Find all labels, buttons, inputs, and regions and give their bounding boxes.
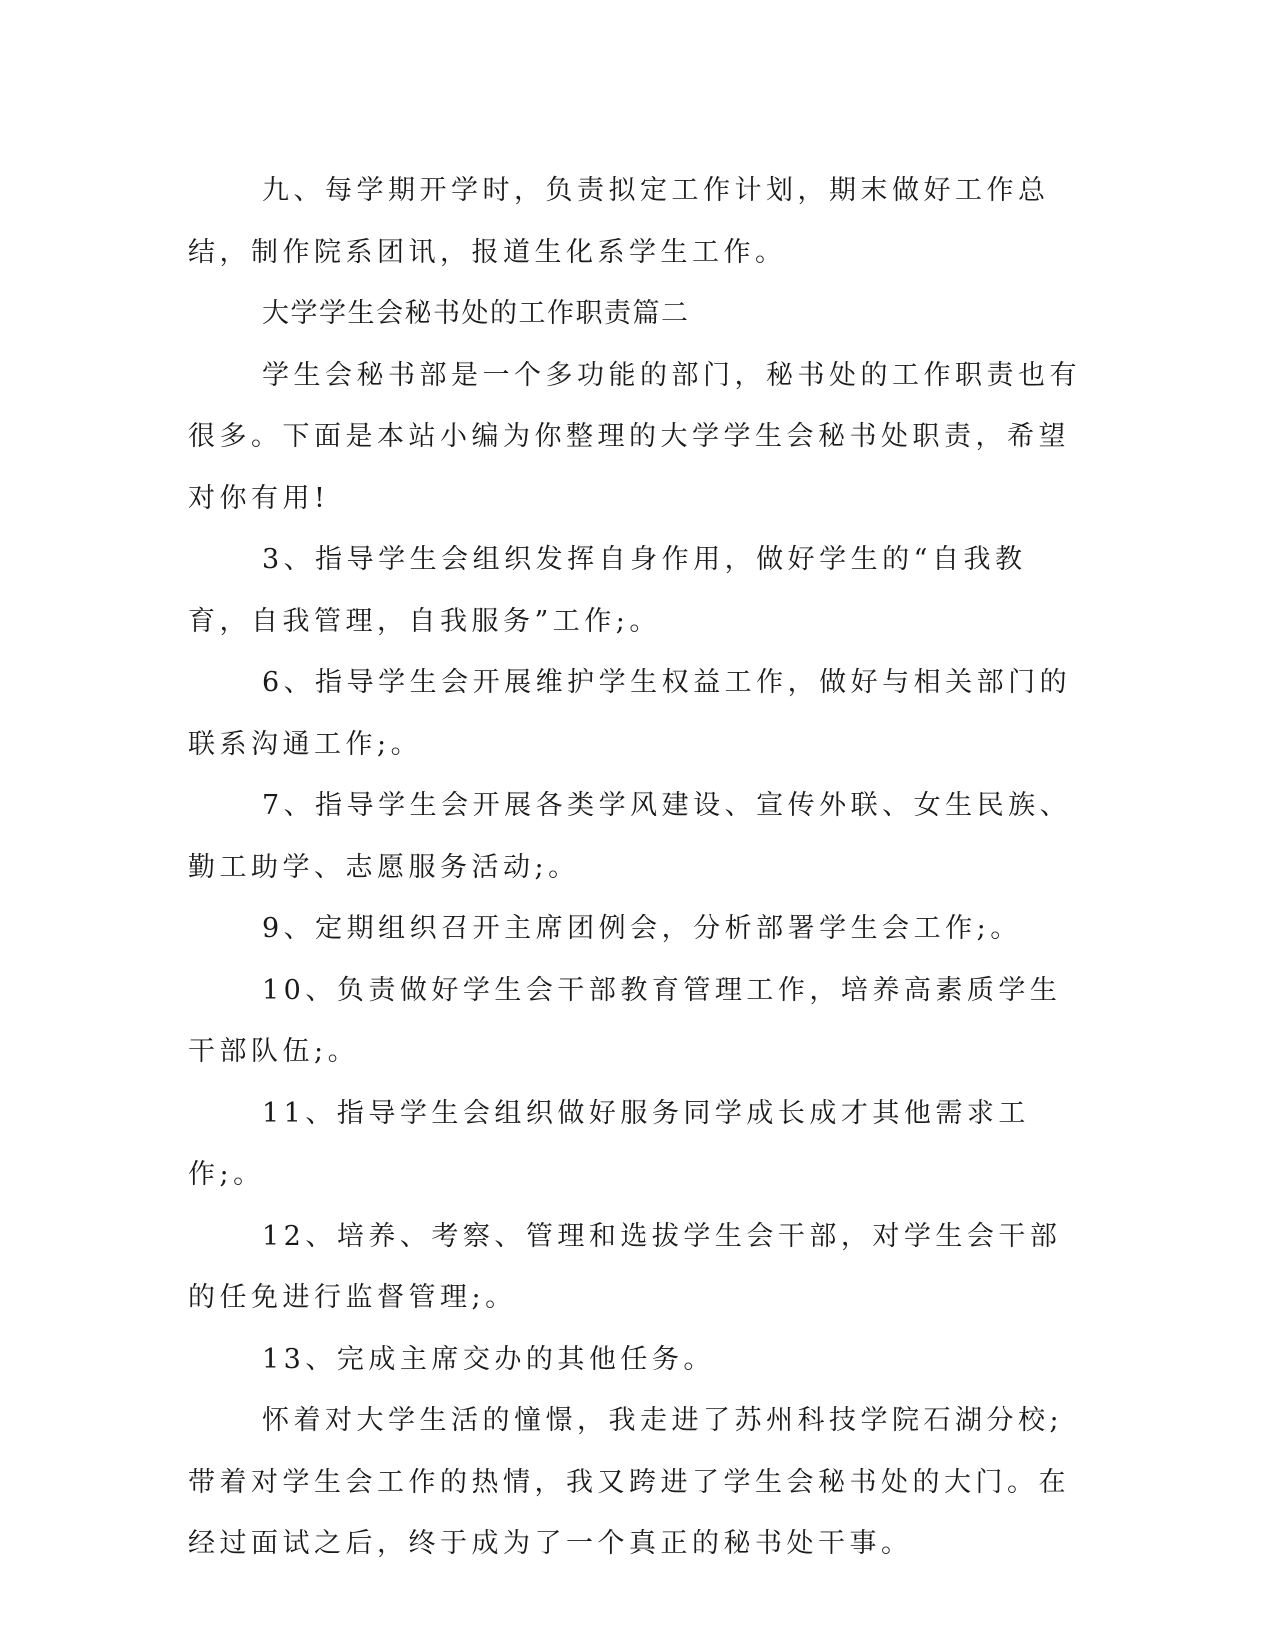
- duty-item-9: 9、定期组织召开主席团例会，分析部署学生会工作;。: [262, 913, 1022, 944]
- duty-item-10: 10、负责做好学生会干部教育管理工作，培养高素质学生干部队伍;。: [188, 974, 1062, 1067]
- intro-paragraph: 学生会秘书部是一个多功能的部门，秘书处的工作职责也有很多。下面是本站小编为你整理的大学学生会秘书处职责，希望对你有用!: [188, 359, 1081, 514]
- duty-item-7: 7、指导学生会开展各类学风建设、宣传外联、女生民族、勤工助学、志愿服务活动;。: [188, 790, 1072, 883]
- duty-item-13: 13、完成主席交办的其他任务。: [262, 1343, 715, 1375]
- duty-item-11: 11、指导学生会组织做好服务同学成长成才其他需求工作;。: [188, 1097, 1030, 1190]
- duty-item-6: 6、指导学生会开展维护学生权益工作，做好与相关部门的联系沟通工作;。: [188, 667, 1072, 760]
- paragraph-item-nine: 九、每学期开学时，负责拟定工作计划，期末做好工作总结，制作院系团讯，报道生化系学生工作。: [188, 175, 1050, 268]
- section-heading: 大学学生会秘书处的工作职责篇二: [262, 298, 690, 329]
- document-body: [188, 160, 1088, 1575]
- closing-paragraph: 怀着对大学生活的憧憬，我走进了苏州科技学院石湖分校;带着对学生会工作的热情，我又跨进了学生会秘书处的大门。在经过面试之后，终于成为了一个真正的秘书处干事。: [188, 1405, 1070, 1559]
- duty-item-3: 3、指导学生会组织发挥自身作用，做好学生的“自我教育，自我管理，自我服务”工作;。: [188, 544, 1027, 637]
- duty-item-12: 12、培养、考察、管理和选拔学生会干部，对学生会干部的任免进行监督管理;。: [188, 1220, 1062, 1313]
